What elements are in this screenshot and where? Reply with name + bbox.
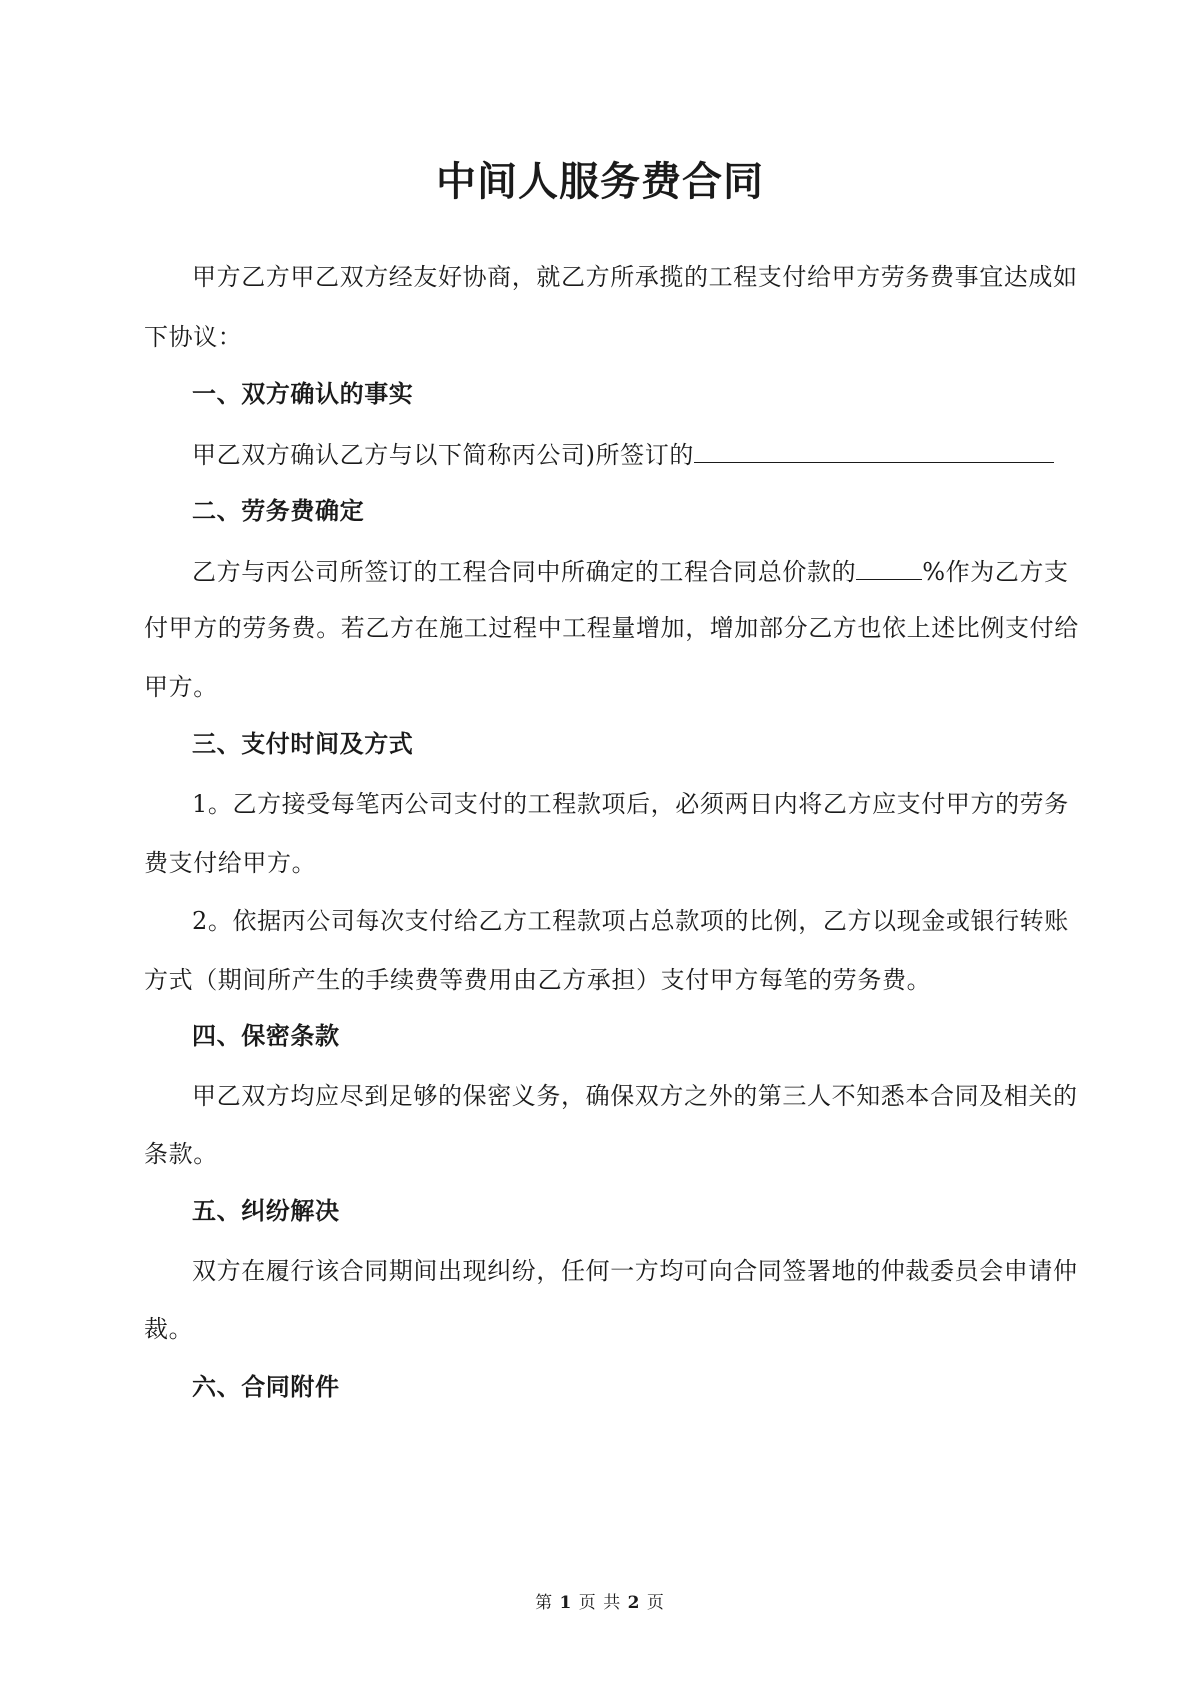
- section-2-heading: 二、劳务费确定: [192, 497, 365, 525]
- section-2-line-3: 甲方。: [144, 673, 218, 701]
- footer-middle: 页 共: [578, 1593, 622, 1613]
- section-1-heading: 一、双方确认的事实: [192, 380, 414, 408]
- section-4-line-2: 条款。: [144, 1140, 218, 1168]
- section-1-text-content: 甲乙双方确认乙方与以下简称丙公司)所签订的: [192, 441, 694, 469]
- section-5-heading: 五、纠纷解决: [192, 1197, 340, 1225]
- section-3-item-2-line-2: 方式（期间所产生的手续费等费用由乙方承担）支付甲方每笔的劳务费。: [144, 966, 932, 994]
- intro-line-1: 甲方乙方甲乙双方经友好协商，就乙方所承揽的工程支付给甲方劳务费事宜达成如: [192, 263, 1078, 291]
- document-title: 中间人服务费合同: [436, 159, 764, 205]
- section-6-heading: 六、合同附件: [192, 1373, 340, 1401]
- section-2-line-2: 付甲方的劳务费。若乙方在施工过程中工程量增加，增加部分乙方也依上述比例支付给: [144, 614, 1079, 642]
- footer-suffix: 页: [646, 1593, 665, 1613]
- intro-line-2: 下协议：: [144, 323, 243, 351]
- section-2-line-1: [192, 555, 1069, 587]
- footer-prefix: 第: [535, 1593, 554, 1613]
- section-2-line-1-after: %作为乙方支: [922, 558, 1069, 586]
- section-3-item-1-line-1: 1。乙方接受每笔丙公司支付的工程款项后，必须两日内将乙方应支付甲方的劳务: [192, 790, 1069, 818]
- section-5-line-2: 裁。: [144, 1315, 194, 1343]
- section-3-heading: 三、支付时间及方式: [192, 730, 414, 758]
- footer-total-pages: 2: [627, 1593, 641, 1613]
- footer-current-page: 1: [559, 1593, 573, 1613]
- fill-in-blank: [694, 438, 1054, 463]
- section-3-item-2-line-1: 2。依据丙公司每次支付给乙方工程款项占总款项的比例，乙方以现金或银行转账: [192, 907, 1069, 935]
- section-2-line-1-before: 乙方与丙公司所签订的工程合同中所确定的工程合同总价款的: [192, 558, 857, 586]
- page-footer: [0, 1588, 1200, 1613]
- section-1-text: [192, 438, 1054, 470]
- section-5-line-1: 双方在履行该合同期间出现纠纷，任何一方均可向合同签署地的仲裁委员会申请仲: [192, 1257, 1078, 1285]
- percentage-blank: [856, 555, 922, 580]
- section-4-heading: 四、保密条款: [192, 1022, 340, 1050]
- section-3-item-1-line-2: 费支付给甲方。: [144, 849, 317, 877]
- section-4-line-1: 甲乙双方均应尽到足够的保密义务，确保双方之外的第三人不知悉本合同及相关的: [192, 1082, 1078, 1110]
